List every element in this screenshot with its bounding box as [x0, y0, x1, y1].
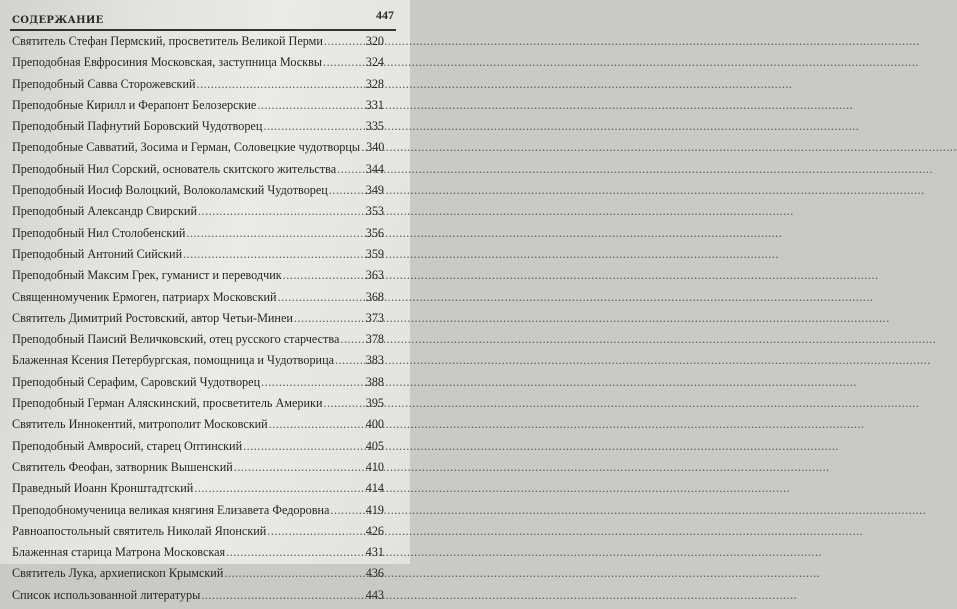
toc-entry: [12, 77, 384, 98]
toc-entry-page: 431: [365, 545, 384, 560]
toc-dot-leader: [243, 439, 365, 454]
header-rule: [10, 29, 396, 31]
toc-entry: [12, 545, 384, 566]
toc-entry-title: Равноапостольный святитель Николай Японский: [12, 523, 267, 538]
toc-entry: [12, 311, 384, 332]
toc-entry-title: Преподобный Пафнутий Боровский Чудотворец: [12, 119, 263, 134]
toc-entry-page: 410: [365, 459, 384, 474]
toc-entry: [12, 55, 384, 76]
toc-entry-title: Преподобный Нил Столобенский: [12, 225, 186, 240]
toc-entry-page: 363: [365, 268, 384, 283]
toc-dot-leader: [186, 226, 364, 241]
toc-entry: [12, 439, 384, 460]
toc-entry-page: 395: [365, 396, 384, 411]
toc-entry-title: Блаженная старица Матрона Московская: [12, 545, 226, 560]
toc-entry: [12, 119, 384, 140]
toc-entry-title: Преподобный Антоний Сийский: [12, 246, 183, 261]
toc-dot-leader: [263, 119, 364, 134]
toc-entry: [12, 396, 384, 417]
page-number: 447: [376, 8, 394, 22]
toc-entry-title: Преподобный Иосиф Волоцкий, Волоколамский Чудотворец: [12, 183, 328, 198]
toc-entry: [12, 34, 384, 55]
toc-entry-title: Святитель Лука, архиепископ Крымский: [12, 566, 224, 581]
toc-entry-title: Преподобный Паисий Величковский, отец русского старчества: [12, 332, 340, 347]
toc-entry-title: Святитель Стефан Пермский, просветитель Великой Перми: [12, 34, 323, 48]
toc-entry-title: Блаженная Ксения Петербургская, помощница и Чудотворица: [12, 353, 334, 368]
toc-entry: [12, 375, 384, 396]
toc-dot-leader: [183, 247, 365, 262]
toc-entry-title: Преподобный Александр Свирский: [12, 204, 197, 219]
toc-entry-title: Святитель Феофан, затворник Вышенский: [12, 459, 233, 474]
toc-entry-title: Святитель Иннокентий, митрополит Московский: [12, 417, 268, 432]
toc-entry-title: Преподобный Максим Грек, гуманист и переводчик: [12, 268, 282, 283]
toc-dot-leader: [201, 588, 364, 603]
toc-dot-leader: [197, 77, 365, 92]
toc-entry: [12, 481, 384, 502]
toc-entry-page: 368: [365, 289, 384, 304]
toc-entry-title: Список использованной литературы: [12, 587, 201, 602]
toc-entry: [12, 503, 384, 524]
toc-entry-title: Священномученик Ермоген, патриарх Московский: [12, 289, 277, 304]
toc-entry-title: Преподобный Савва Сторожевский: [12, 76, 196, 91]
toc-entry-page: 436: [365, 566, 384, 581]
page-header: [0, 0, 410, 34]
toc-entry-title: Преподобный Нил Сорский, основатель скитского жительства: [12, 161, 337, 176]
toc-dot-leader: [194, 481, 364, 496]
toc-dot-leader: [323, 55, 365, 70]
toc-entry: [12, 353, 384, 374]
toc-entry-title: Преподобная Евфросиния Московская, заступница Москвы: [12, 55, 323, 70]
toc-dot-leader: [329, 183, 365, 198]
toc-entry: [12, 588, 384, 609]
toc-entry-title: Преподобный Серафим, Саровский Чудотворец: [12, 374, 261, 389]
toc-entry-title: Праведный Иоанн Кронштадтский: [12, 481, 194, 496]
toc-entry-page: 405: [365, 438, 384, 453]
toc-entry-page: 383: [365, 353, 384, 368]
toc-dot-leader: [198, 204, 365, 219]
toc-entry-page: 414: [365, 481, 384, 496]
toc-dot-leader: [224, 566, 364, 581]
toc-entry-title: Преподобномученица великая княгиня Елизавета Федоровна: [12, 502, 330, 517]
toc-dot-leader: [324, 396, 365, 411]
toc-dot-leader: [267, 524, 364, 539]
toc-entry-page: 324: [365, 55, 384, 70]
toc-entry-title: Преподобные Кирилл и Ферапонт Белозерские: [12, 97, 257, 112]
toc-entry-page: 340: [366, 140, 385, 155]
toc-entry-page: 320: [365, 34, 384, 48]
toc-entry: [12, 290, 384, 311]
toc-dot-leader: [361, 140, 365, 155]
toc-entry: [12, 268, 384, 289]
toc-entry-page: 373: [365, 310, 384, 325]
toc-dot-leader: [340, 332, 364, 347]
toc-entry-page: 378: [365, 332, 384, 347]
toc-entry: [12, 460, 384, 481]
toc-entry: [12, 566, 384, 587]
toc-dot-leader: [324, 34, 365, 49]
toc-entry: [12, 524, 384, 545]
toc-dot-leader: [337, 162, 365, 177]
table-of-contents: [12, 34, 384, 609]
toc-entry: [12, 247, 384, 268]
toc-entry: [12, 140, 384, 161]
toc-entry-page: 335: [365, 119, 384, 134]
toc-dot-leader: [330, 503, 364, 518]
toc-entry-title: Святитель Димитрий Ростовский, автор Четьи-Минеи: [12, 310, 293, 325]
book-page: [0, 0, 410, 602]
toc-entry-page: 426: [365, 523, 384, 538]
toc-dot-leader: [278, 290, 365, 305]
toc-entry-page: 356: [365, 225, 384, 240]
toc-dot-leader: [226, 545, 365, 560]
toc-dot-leader: [269, 417, 365, 432]
toc-dot-leader: [294, 311, 365, 326]
toc-dot-leader: [234, 460, 365, 475]
toc-entry-page: 388: [365, 374, 384, 389]
toc-entry-title: Преподобный Амвросий, старец Оптинский: [12, 438, 243, 453]
toc-entry-title: Преподобные Савватий, Зосима и Герман, Соловецкие чудотворцы: [12, 140, 361, 155]
toc-entry-page: 419: [365, 502, 384, 517]
toc-entry: [12, 204, 384, 225]
toc-entry-page: 359: [365, 246, 384, 261]
toc-entry: [12, 162, 384, 183]
toc-entry: [12, 332, 384, 353]
toc-entry-page: 328: [365, 76, 384, 91]
toc-entry-page: 349: [365, 183, 384, 198]
toc-dot-leader: [257, 98, 364, 113]
toc-entry-page: 400: [365, 417, 384, 432]
toc-dot-leader: [283, 268, 365, 283]
toc-dot-leader: [335, 353, 365, 368]
toc-entry: [12, 226, 384, 247]
toc-entry: [12, 417, 384, 438]
section-title: СОДЕРЖАНИЕ: [12, 15, 104, 26]
toc-entry-page: 344: [365, 161, 384, 176]
toc-entry-page: 331: [365, 97, 384, 112]
toc-entry-title: Преподобный Герман Аляскинский, просветитель Америки: [12, 396, 323, 411]
toc-entry-page: 443: [365, 587, 384, 602]
toc-dot-leader: [261, 375, 365, 390]
toc-entry-page: 353: [365, 204, 384, 219]
toc-entry: [12, 98, 384, 119]
toc-entry: [12, 183, 384, 204]
